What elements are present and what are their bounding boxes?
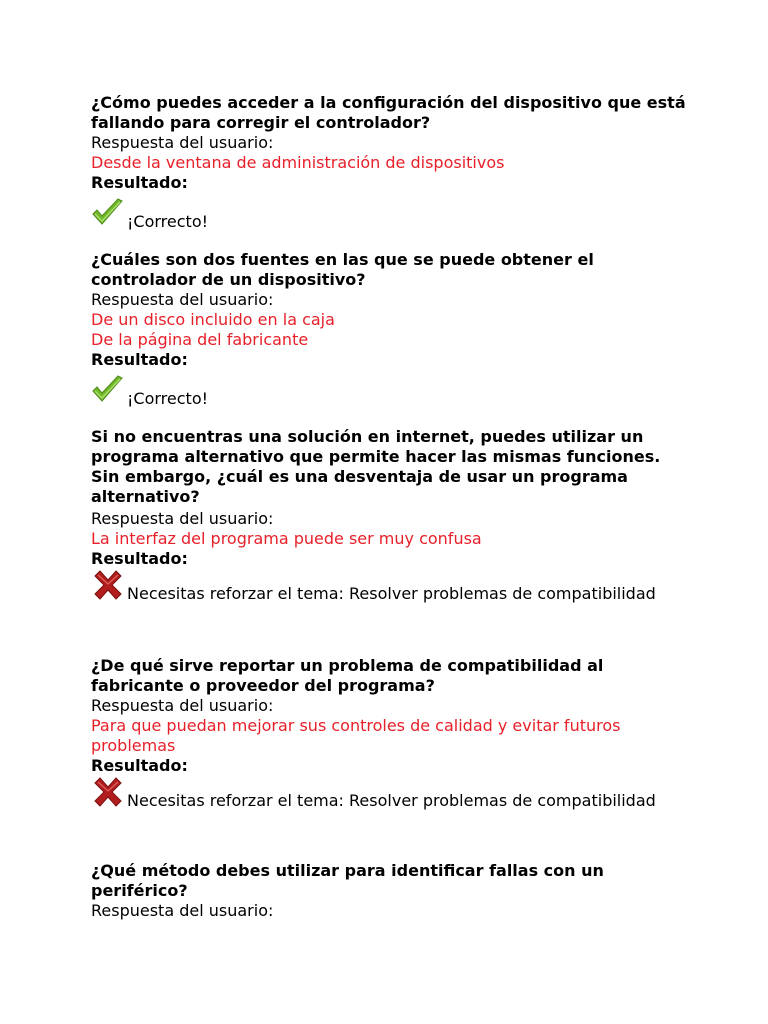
result-label: Resultado: [91,173,188,192]
quiz-item-4 [91,656,691,811]
result-label: Resultado: [91,350,188,369]
user-answer: La interfaz del programa puede ser muy confusa [91,529,482,548]
user-answer: De un disco incluido en la caja [91,310,335,329]
checkmark-icon [91,374,125,406]
quiz-item-1 [91,93,691,232]
question-text: ¿Qué método debes utilizar para identificar fallas con un periférico? [91,861,604,900]
question-text: ¿De qué sirve reportar un problema de compatibilidad al fabricante o proveedor del programa? [91,656,604,695]
answer-label: Respuesta del usuario: [91,290,274,309]
answer-label: Respuesta del usuario: [91,509,274,528]
result-row [91,374,691,409]
quiz-item-2 [91,250,691,409]
quiz-item-5 [91,861,691,921]
quiz-item-3 [91,427,691,604]
question-text: ¿Cómo puedes acceder a la configuración del dispositivo que está fallando para corregir el controlador? [91,93,686,132]
result-row [91,569,691,604]
user-answer: Desde la ventana de administración de dispositivos [91,153,505,172]
result-label: Resultado: [91,549,188,568]
cross-icon [91,569,125,601]
answer-label: Respuesta del usuario: [91,696,274,715]
result-text: Necesitas reforzar el tema: Resolver problemas de compatibilidad [127,584,656,603]
cross-icon [91,776,125,808]
result-text: ¡Correcto! [127,212,209,231]
question-text: Si no encuentras una solución en internet, puedes utilizar un programa alternativo que permite hacer las mismas funciones. Sin embargo, ¿cuál es una desventaja de usar un programa alternativo? [91,427,661,506]
user-answer: De la página del fabricante [91,330,309,349]
answer-label: Respuesta del usuario: [91,133,274,152]
result-row [91,197,691,232]
result-text: Necesitas reforzar el tema: Resolver problemas de compatibilidad [127,791,656,810]
checkmark-icon [91,197,125,229]
answer-label: Respuesta del usuario: [91,901,274,920]
user-answer: Para que puedan mejorar sus controles de calidad y evitar futuros problemas [91,716,621,755]
result-label: Resultado: [91,756,188,775]
result-row [91,776,691,811]
question-text: ¿Cuáles son dos fuentes en las que se puede obtener el controlador de un dispositivo? [91,250,594,289]
result-text: ¡Correcto! [127,389,209,408]
